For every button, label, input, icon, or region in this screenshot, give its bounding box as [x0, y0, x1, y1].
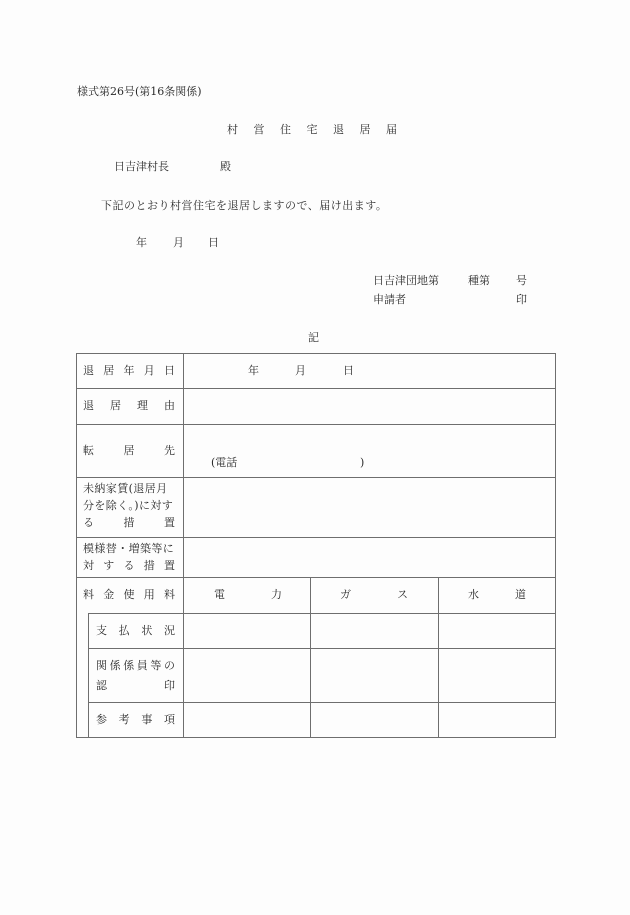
label-char: 退: [83, 399, 94, 412]
title-char: 住: [280, 123, 291, 136]
addressee-name: 日吉津村長: [114, 160, 169, 173]
label-char: 措: [123, 516, 135, 529]
label-char: 月: [143, 364, 155, 377]
label-char: 転: [83, 444, 94, 457]
intro-text: 下記のとおり村営住宅を退居しますので、届け出ます。: [101, 199, 388, 212]
move-out-date-field[interactable]: [184, 354, 555, 388]
label-char: 理: [137, 399, 148, 412]
label-move-out-reason: [83, 400, 175, 411]
sub-label-indent-divider: [88, 613, 89, 738]
label-char: 考: [118, 713, 130, 726]
label-line: 未納家賃(退居月: [83, 482, 168, 495]
row-divider: [76, 577, 556, 578]
addressee: [114, 160, 231, 173]
header-char: 道: [515, 588, 526, 601]
label-char: 参: [96, 713, 107, 726]
label-char: 先: [164, 444, 175, 457]
label-line: [96, 680, 175, 691]
label-char: 状: [141, 624, 153, 637]
title-char: 営: [253, 123, 265, 136]
label-payment-status: [96, 625, 175, 636]
column-header-electricity: [214, 589, 282, 600]
label-char: 係: [123, 659, 135, 672]
label-char: 料: [83, 588, 94, 601]
staff-seal-electricity-field[interactable]: [184, 649, 310, 702]
ki-heading: 記: [308, 331, 319, 344]
header-char: 力: [271, 588, 282, 601]
label-char: 印: [164, 679, 175, 692]
label-char: 使: [123, 588, 135, 601]
label-char: 料: [164, 588, 175, 601]
label-char: 金: [103, 588, 115, 601]
staff-seal-water-field[interactable]: [439, 649, 555, 702]
label-char: 年: [123, 364, 135, 377]
move-out-reason-field[interactable]: [184, 389, 555, 424]
move-out-month-label: 月: [295, 364, 306, 377]
date-day-label: 日: [208, 236, 219, 249]
label-char: 日: [164, 364, 175, 377]
move-out-year-label: 年: [248, 364, 259, 377]
column-header-water: [468, 589, 526, 600]
label-char: 置: [164, 559, 175, 572]
form-number: 様式第26号(第16条関係): [77, 85, 202, 98]
payment-status-electricity-field[interactable]: [184, 614, 310, 648]
title-char: 居: [359, 123, 371, 136]
label-new-address: [83, 445, 175, 456]
label-staff-seal: [96, 660, 175, 691]
label-char: す: [103, 559, 115, 572]
label-line: [83, 517, 175, 528]
label-char: る: [83, 516, 94, 529]
date-year-label: 年: [136, 236, 147, 249]
table-border-left: [76, 353, 77, 738]
label-char: 対: [83, 559, 94, 572]
seal-label: 印: [516, 293, 527, 306]
label-char: 項: [163, 713, 175, 726]
column-header-gas: [340, 589, 408, 600]
label-char: 措: [143, 559, 155, 572]
label-char: 置: [164, 516, 175, 529]
label-unpaid-rent: [83, 483, 175, 528]
label-char: 居: [103, 364, 115, 377]
label-char: 払: [118, 624, 130, 637]
label-char: 員: [136, 659, 148, 672]
label-char: 等: [150, 659, 162, 672]
staff-seal-gas-field[interactable]: [311, 649, 438, 702]
label-line: [83, 560, 175, 571]
label-remodeling: [83, 543, 175, 571]
header-char: 水: [468, 588, 479, 601]
header-char: ガ: [340, 588, 351, 601]
header-char: 電: [214, 588, 225, 601]
payment-status-gas-field[interactable]: [311, 614, 438, 648]
label-char: 況: [163, 624, 175, 637]
title-char: 退: [333, 123, 344, 136]
label-char: 認: [96, 679, 107, 692]
label-char: る: [123, 559, 135, 572]
payment-status-water-field[interactable]: [439, 614, 555, 648]
unpaid-rent-field[interactable]: [184, 478, 555, 537]
addressee-honorific: 殿: [220, 160, 231, 173]
move-out-day-label: 日: [343, 364, 354, 377]
label-move-out-date: [83, 365, 175, 376]
document-title: [227, 124, 413, 135]
applicant-label: 申請者: [373, 293, 406, 306]
remarks-electricity-field[interactable]: [184, 703, 310, 737]
housing-label: 日吉津団地第: [373, 274, 439, 287]
label-line: 模様替・増築等に: [83, 542, 175, 555]
label-char: 用: [143, 588, 155, 601]
label-char: の: [163, 659, 175, 672]
date-month-label: 月: [173, 236, 184, 249]
phone-open-label: (電話: [211, 456, 238, 469]
label-char: 支: [96, 624, 107, 637]
label-line: 分を除く。)に対す: [83, 499, 174, 512]
label-char: 事: [141, 713, 153, 726]
table-border-right: [555, 353, 556, 738]
label-line: [96, 660, 175, 671]
remarks-water-field[interactable]: [439, 703, 555, 737]
number-label: 号: [516, 274, 527, 287]
label-char: 係: [109, 659, 121, 672]
title-char: 村: [227, 123, 238, 136]
title-char: 届: [386, 123, 397, 136]
title-char: 宅: [306, 123, 318, 136]
remarks-gas-field[interactable]: [311, 703, 438, 737]
label-utility-fees: [83, 589, 175, 600]
new-address-field[interactable]: [184, 425, 555, 477]
label-remarks: [96, 714, 175, 725]
phone-close-paren: ): [360, 456, 365, 469]
label-char: 退: [83, 364, 94, 377]
label-char: 居: [110, 399, 121, 412]
label-char: 関: [96, 659, 107, 672]
header-char: ス: [397, 588, 408, 601]
type-label: 種第: [468, 274, 490, 287]
table-border-bottom: [76, 737, 556, 738]
label-char: 由: [164, 399, 175, 412]
remodeling-field[interactable]: [184, 538, 555, 577]
label-char: 居: [123, 444, 135, 457]
